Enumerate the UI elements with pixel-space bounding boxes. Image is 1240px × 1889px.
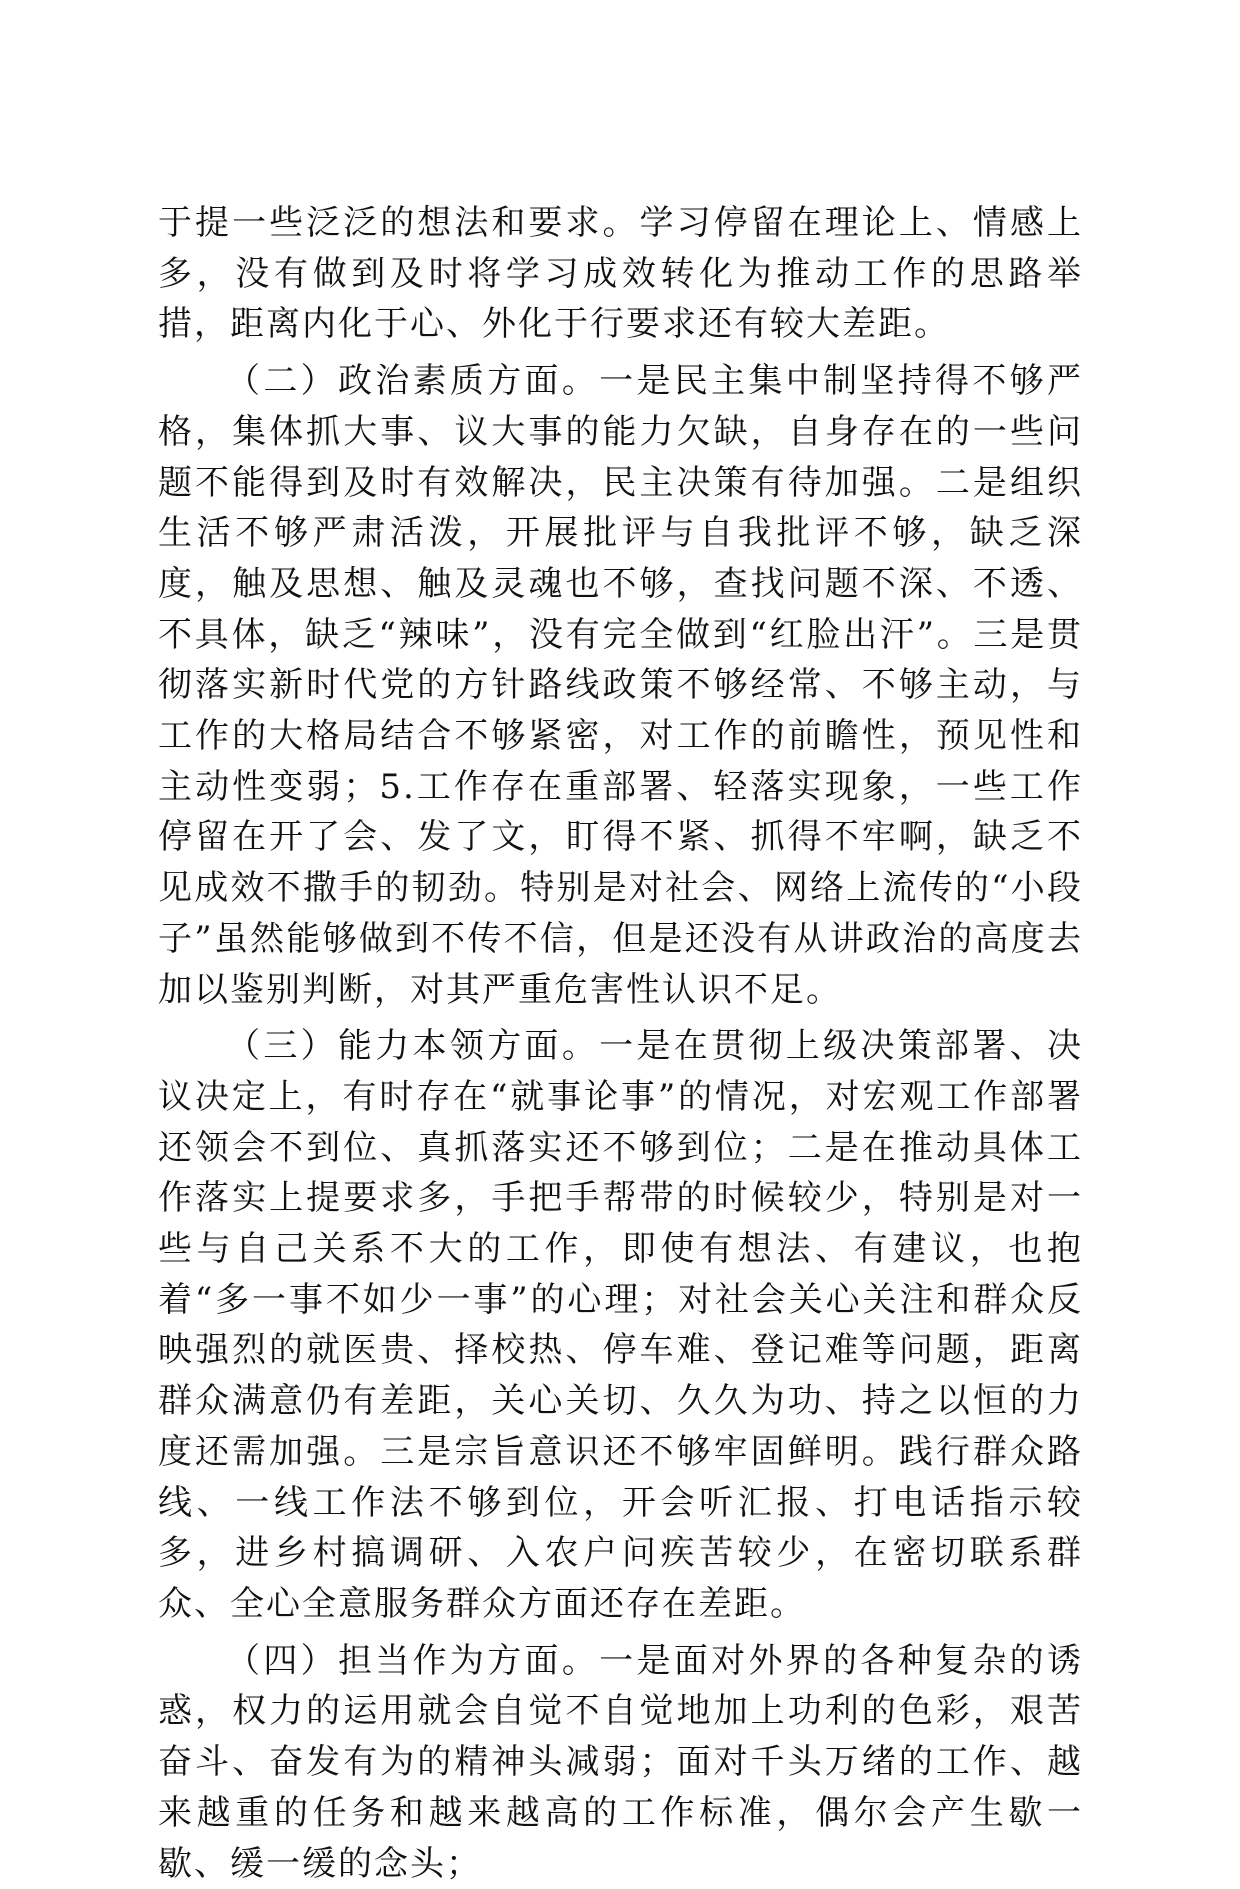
paragraph-continuation: 于提一些泛泛的想法和要求。学习停留在理论上、情感上多，没有做到及时将学习成效转化为推动工作的思路举措，距离内化于心、外化于行要求还有较大差距。 bbox=[158, 203, 1083, 345]
document-body bbox=[158, 198, 1083, 1889]
paragraph-responsibility: （四）担当作为方面。一是面对外界的各种复杂的诱惑，权力的运用就会自觉不自觉地加上功利的色彩，艰苦奋斗、奋发有为的精神头减弱；面对千头万绪的工作、越来越重的任务和越来越高的工作标准，偶尔会产生歇一歇、缓一缓的念头； bbox=[158, 1640, 1083, 1884]
paragraph-ability: （三）能力本领方面。一是在贯彻上级决策部署、决议决定上，有时存在“就事论事”的情况，对宏观工作部署还领会不到位、真抓落实还不够到位；二是在推动具体工作落实上提要求多，手把手帮带的时候较少，特别是对一些与自己关系不大的工作，即使有想法、有建议，也抱着“多一事不如少一事”的心理；对社会关心关注和群众反映强烈的就医贵、择校热、停车难、登记难等问题，距离群众满意仍有差距，关心关切、久久为功、持之以恒的力度还需加强。三是宗旨意识还不够牢固鲜明。践行群众路线、一线工作法不够到位，开会听汇报、打电话指示较多，进乡村搞调研、入农户问疾苦较少，在密切联系群众、全心全意服务群众方面还存在差距。 bbox=[158, 1026, 1083, 1624]
paragraph-political-quality: （二）政治素质方面。一是民主集中制坚持得不够严格，集体抓大事、议大事的能力欠缺，自身存在的一些问题不能得到及时有效解决，民主决策有待加强。二是组织生活不够严肃活泼，开展批评与自我批评不够，缺乏深度，触及思想、触及灵魂也不够，查找问题不深、不透、不具体，缺乏“辣味”，没有完全做到“红脸出汗”。三是贯彻落实新时代党的方针路线政策不够经常、不够主动，与工作的大格局结合不够紧密，对工作的前瞻性，预见性和主动性变弱；5.工作存在重部署、轻落实现象，一些工作停留在开了会、发了文，盯得不紧、抓得不牢啊，缺乏不见成效不撒手的韧劲。特别是对社会、网络上流传的“小段子”虽然能够做到不传不信，但是还没有从讲政治的高度去加以鉴别判断，对其严重危害性认识不足。 bbox=[158, 361, 1083, 1010]
